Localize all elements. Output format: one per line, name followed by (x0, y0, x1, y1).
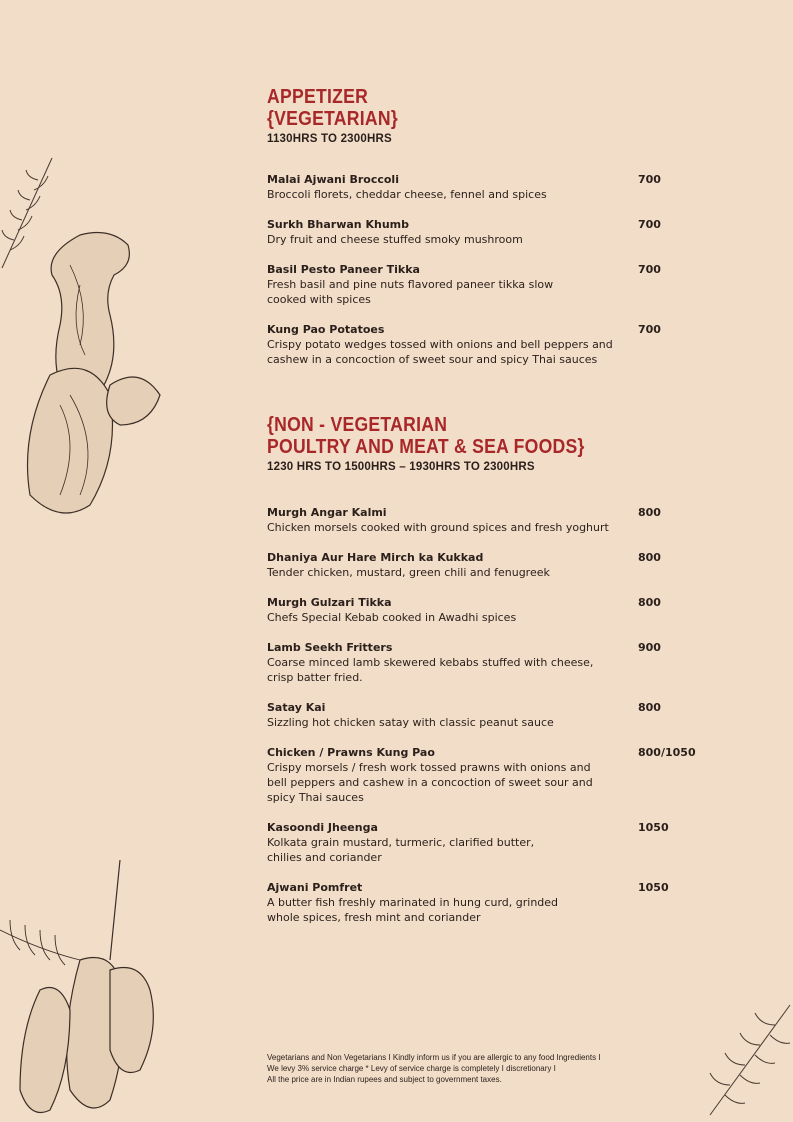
item-price: 800 (638, 551, 661, 564)
menu-item (267, 745, 727, 805)
item-name: Lamb Seekh Fritters (267, 641, 393, 654)
footer-notes (267, 1052, 697, 1085)
item-description: Tender chicken, mustard, green chili and fenugreek (267, 566, 550, 579)
menu-item (267, 217, 727, 247)
menu-item (267, 700, 727, 730)
item-price: 800 (638, 506, 661, 519)
item-price: 700 (638, 218, 661, 231)
footer-line: We levy 3% service charge * Levy of service charge is completely I discretionary I (267, 1064, 556, 1073)
section-hours: 1230 HRS TO 1500HRS – 1930HRS TO 2300HRS (267, 461, 535, 473)
item-description: Crispy potato wedges tossed with onions and bell peppers and cashew in a concoction of sweet sour and spicy Thai sauces (267, 338, 613, 366)
item-price: 700 (638, 263, 661, 276)
item-description: Coarse minced lamb skewered kebabs stuffed with cheese, crisp batter fried. (267, 656, 594, 684)
item-name: Chicken / Prawns Kung Pao (267, 746, 435, 759)
item-name: Kung Pao Potatoes (267, 323, 385, 336)
item-name: Satay Kai (267, 701, 326, 714)
section-title: {VEGETARIAN} (267, 108, 398, 130)
item-description: Fresh basil and pine nuts flavored paneer tikka slow cooked with spices (267, 278, 554, 306)
menu-item (267, 640, 727, 685)
menu-item (267, 820, 727, 865)
tamarind-pod-icon (10, 225, 170, 525)
footer-line: All the price are in Indian rupees and subject to government taxes. (267, 1075, 502, 1084)
menu-item (267, 550, 727, 580)
item-name: Malai Ajwani Broccoli (267, 173, 399, 186)
tamarind-leaf-icon (690, 995, 793, 1122)
menu-item (267, 505, 727, 535)
menu-item (267, 172, 727, 202)
item-name: Murgh Gulzari Tikka (267, 596, 392, 609)
item-description: Crispy morsels / fresh work tossed prawns with onions and bell peppers and cashew in a concoction of sweet sour and spicy Thai sauces (267, 761, 593, 804)
item-price: 700 (638, 323, 661, 336)
item-price: 800 (638, 701, 661, 714)
item-price: 800 (638, 596, 661, 609)
item-price: 1050 (638, 821, 669, 834)
item-name: Dhaniya Aur Hare Mirch ka Kukkad (267, 551, 484, 564)
menu-item (267, 322, 727, 367)
item-name: Ajwani Pomfret (267, 881, 363, 894)
item-price: 900 (638, 641, 661, 654)
section-title: APPETIZER (267, 86, 369, 108)
item-description: A butter fish freshly marinated in hung curd, grinded whole spices, fresh mint and coriander (267, 896, 559, 924)
item-price: 1050 (638, 881, 669, 894)
item-description: Chicken morsels cooked with ground spices and fresh yoghurt (267, 521, 609, 534)
item-name: Kasoondi Jheenga (267, 821, 378, 834)
item-description: Chefs Special Kebab cooked in Awadhi spices (267, 611, 517, 624)
non-vegetarian-section (267, 414, 727, 473)
menu-item (267, 262, 727, 307)
vegetarian-section (267, 86, 727, 145)
section-title: POULTRY AND MEAT & SEA FOODS} (267, 436, 585, 458)
item-name: Surkh Bharwan Khumb (267, 218, 409, 231)
item-description: Sizzling hot chicken satay with classic peanut sauce (267, 716, 554, 729)
section-title: {NON - VEGETARIAN (267, 414, 448, 436)
item-price: 700 (638, 173, 661, 186)
footer-line: Vegetarians and Non Vegetarians I Kindly inform us if you are allergic to any food Ingredients I (267, 1053, 601, 1062)
item-name: Murgh Angar Kalmi (267, 506, 387, 519)
item-price: 800/1050 (638, 746, 696, 759)
menu-item (267, 595, 727, 625)
menu-item (267, 880, 727, 925)
tamarind-pod-icon (0, 850, 180, 1122)
item-name: Basil Pesto Paneer Tikka (267, 263, 420, 276)
item-description: Dry fruit and cheese stuffed smoky mushroom (267, 233, 523, 246)
section-hours: 1130HRS TO 2300HRS (267, 133, 392, 145)
item-description: Kolkata grain mustard, turmeric, clarified butter, chilies and coriander (267, 836, 535, 864)
item-description: Broccoli florets, cheddar cheese, fennel and spices (267, 188, 547, 201)
